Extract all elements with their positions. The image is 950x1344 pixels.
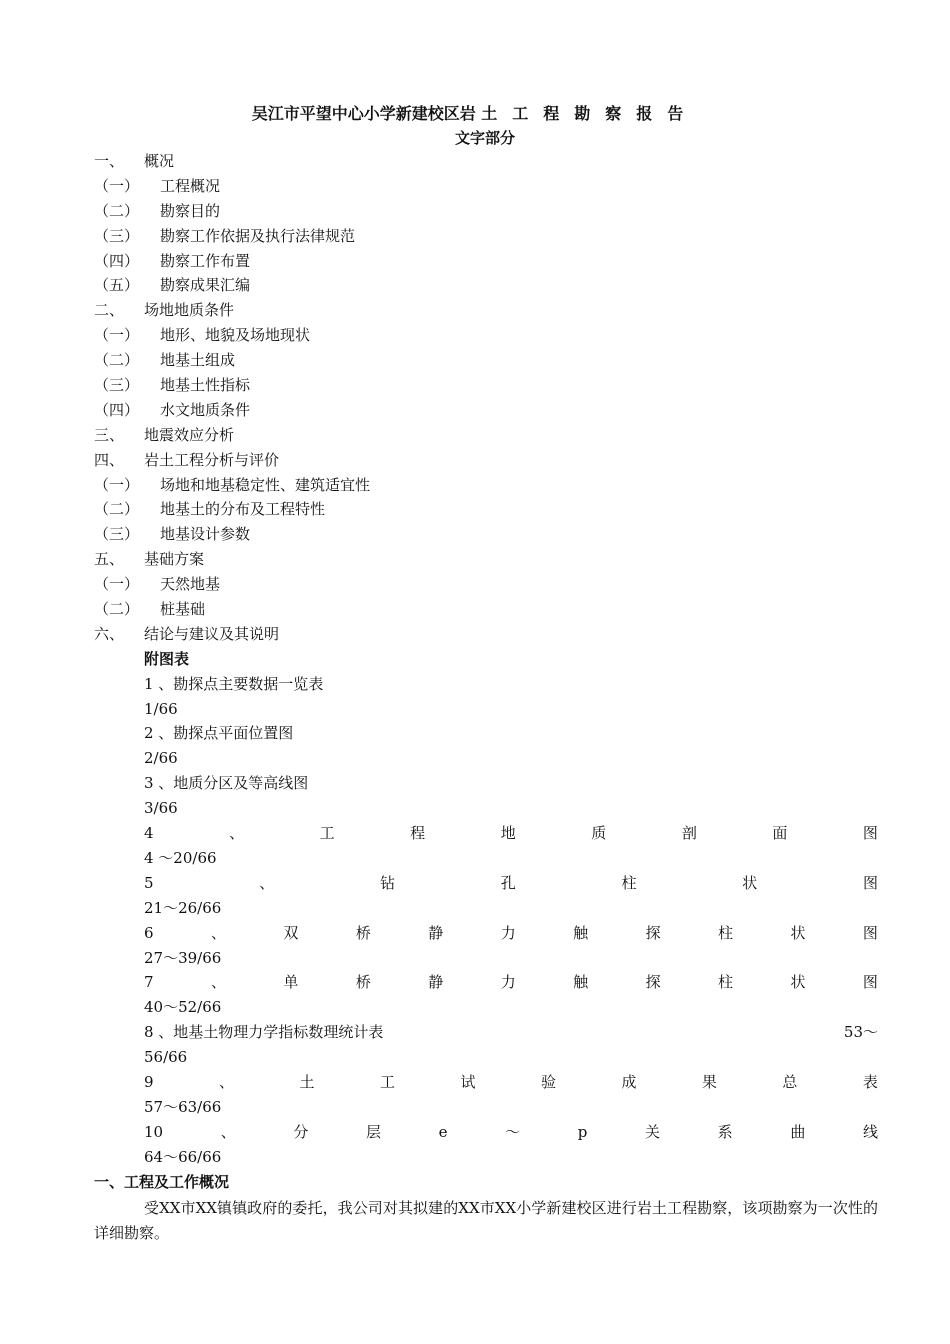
- justified-char: 9: [144, 1072, 154, 1091]
- toc-label: 地基土的分布及工程特性: [160, 500, 326, 519]
- appendix-item-label: [94, 871, 878, 896]
- toc-number: （二）: [94, 351, 140, 370]
- justified-char: 土: [299, 1072, 315, 1091]
- section-heading: 一、工程及工作概况: [94, 1172, 230, 1191]
- justified-char: 探: [645, 973, 661, 992]
- toc-item: [94, 448, 878, 473]
- appendix-heading: 附图表: [144, 649, 190, 668]
- toc-number: （一）: [94, 326, 140, 345]
- toc-item: [94, 273, 878, 298]
- justified-char: 静: [428, 973, 444, 992]
- justified-char: 图: [862, 923, 878, 942]
- toc-label: 勘察工作布置: [160, 251, 251, 270]
- justified-char: 、: [229, 824, 245, 843]
- justified-char: 10: [144, 1122, 164, 1141]
- toc-item: [94, 522, 878, 547]
- toc-label: 场地和地基稳定性、建筑适宜性: [160, 475, 371, 494]
- justified-char: 图: [862, 873, 878, 892]
- appendix-item-label: 1 、勘探点主要数据一览表: [144, 674, 324, 693]
- toc-label: 工程概况: [160, 176, 221, 195]
- toc-number: （一）: [94, 176, 140, 195]
- toc-label: 地基设计参数: [160, 525, 251, 544]
- toc-label: 岩土工程分析与评价: [144, 450, 280, 469]
- justified-char: 状: [790, 923, 806, 942]
- appendix-item-label: [94, 821, 878, 846]
- justified-char: 面: [772, 824, 788, 843]
- justified-char: 力: [500, 973, 516, 992]
- justified-char: 、: [259, 873, 275, 892]
- toc-label: 结论与建议及其说明: [144, 624, 280, 643]
- appendix-item-pages: 21～26/66: [144, 898, 222, 917]
- justified-char: 柱: [718, 973, 734, 992]
- toc-number: （三）: [94, 226, 140, 245]
- body-paragraph: 受XX市XX镇镇政府的委托，我公司对其拟建的XX市XX小学新建校区进行岩土工程勘察，该项勘察为一次性的详细勘察。: [94, 1199, 878, 1242]
- toc-label: 勘察工作依据及执行法律规范: [160, 226, 356, 245]
- justified-char: 触: [573, 973, 589, 992]
- toc-number: （五）: [94, 276, 140, 295]
- table-of-contents: [94, 149, 878, 1195]
- justified-char: 7: [144, 973, 154, 992]
- appendix-item-label: [94, 921, 878, 946]
- justified-char: 试: [460, 1072, 476, 1091]
- toc-item: [94, 249, 878, 274]
- appendix-item-label: [94, 970, 878, 995]
- appendix-item-pages: 2/66: [144, 749, 178, 768]
- toc-label: 地震效应分析: [144, 425, 235, 444]
- toc-number: （三）: [94, 525, 140, 544]
- justified-char: 图: [862, 973, 878, 992]
- justified-char: 力: [500, 923, 516, 942]
- toc-label: 地形、地貌及场地现状: [160, 326, 311, 345]
- appendix-item-pages: 57～63/66: [144, 1097, 222, 1116]
- toc-item: [94, 547, 878, 572]
- toc-number: 四、: [94, 450, 125, 469]
- toc-label: 勘察成果汇编: [160, 276, 251, 295]
- justified-char: 表: [862, 1072, 878, 1091]
- justified-char: 状: [790, 973, 806, 992]
- justified-char: 6: [144, 923, 154, 942]
- justified-char: 程: [410, 824, 426, 843]
- justified-char: 层: [366, 1122, 382, 1141]
- justified-char: 、: [219, 1072, 235, 1091]
- toc-label: 勘察目的: [160, 201, 221, 220]
- toc-item: [94, 622, 878, 647]
- justified-char: 线: [862, 1122, 878, 1141]
- justified-char: e: [438, 1122, 448, 1141]
- toc-label: 地基土性指标: [160, 376, 251, 395]
- justified-char: 果: [701, 1072, 717, 1091]
- justified-char: ～: [505, 1122, 521, 1141]
- justified-char: 曲: [790, 1122, 806, 1141]
- justified-char: 工: [319, 824, 335, 843]
- justified-char: 、: [210, 973, 226, 992]
- appendix-item-pages: 4 ～20/66: [144, 848, 217, 867]
- justified-char: 5: [144, 873, 154, 892]
- justified-char: 4: [144, 824, 154, 843]
- justified-char: 验: [540, 1072, 556, 1091]
- toc-item: [94, 199, 878, 224]
- toc-number: （二）: [94, 500, 140, 519]
- report-title-prefix: 吴江市平望中心小学新建校区岩: [251, 104, 476, 123]
- justified-char: 单: [283, 973, 299, 992]
- justified-char: 钻: [380, 873, 396, 892]
- appendix-item-label: [94, 1020, 878, 1045]
- toc-number: 二、: [94, 301, 125, 320]
- appendix-item-range-start: 53～: [843, 1023, 878, 1042]
- justified-char: 柱: [718, 923, 734, 942]
- appendix-item-label: [94, 1070, 878, 1095]
- appendix-item-label: 2 、勘探点平面位置图: [144, 724, 294, 743]
- toc-item: [94, 224, 878, 249]
- justified-char: 柱: [621, 873, 637, 892]
- toc-number: （四）: [94, 400, 140, 419]
- toc-item: [94, 149, 878, 174]
- appendix-item-pages: 40～52/66: [144, 998, 222, 1017]
- toc-number: （一）: [94, 575, 140, 594]
- toc-label: 地基土组成: [160, 351, 236, 370]
- justified-char: 分: [293, 1122, 309, 1141]
- appendix-item-pages: 27～39/66: [144, 948, 222, 967]
- justified-char: p: [577, 1122, 588, 1141]
- appendix-item-label: 3 、地质分区及等高线图: [144, 774, 309, 793]
- appendix-item-pages: 64～66/66: [144, 1147, 222, 1166]
- appendix-item-text: 8 、地基土物理力学指标数理统计表: [144, 1023, 384, 1042]
- toc-number: 三、: [94, 425, 125, 444]
- toc-label: 水文地质条件: [160, 400, 251, 419]
- toc-item: [94, 398, 878, 423]
- justified-char: 工: [379, 1072, 395, 1091]
- toc-item: [94, 597, 878, 622]
- justified-char: 孔: [500, 873, 516, 892]
- justified-char: 触: [573, 923, 589, 942]
- justified-char: 地: [500, 824, 516, 843]
- appendix-item-pages: 56/66: [144, 1048, 188, 1067]
- report-subtitle: 文字部分: [454, 129, 515, 147]
- toc-item: [94, 323, 878, 348]
- toc-number: 五、: [94, 550, 125, 569]
- toc-label: 桩基础: [160, 600, 206, 619]
- justified-char: 探: [645, 923, 661, 942]
- toc-label: 基础方案: [144, 550, 205, 569]
- toc-number: （三）: [94, 376, 140, 395]
- toc-item: [94, 473, 878, 498]
- report-title: [0, 101, 950, 124]
- toc-item: [94, 298, 878, 323]
- toc-label: 天然地基: [160, 575, 221, 594]
- justified-char: 桥: [355, 923, 371, 942]
- appendix-item-pages: 1/66: [144, 699, 178, 718]
- justified-char: 质: [591, 824, 607, 843]
- justified-char: 桥: [355, 973, 371, 992]
- toc-item: [94, 497, 878, 522]
- justified-char: 、: [220, 1122, 236, 1141]
- justified-char: 总: [782, 1072, 798, 1091]
- justified-char: 、: [210, 923, 226, 942]
- justified-char: 剖: [681, 824, 697, 843]
- toc-item: [94, 174, 878, 199]
- toc-number: （二）: [94, 201, 140, 220]
- justified-char: 静: [428, 923, 444, 942]
- toc-item: [94, 373, 878, 398]
- toc-number: （一）: [94, 475, 140, 494]
- appendix-item-pages: 3/66: [144, 799, 178, 818]
- toc-item: [94, 572, 878, 597]
- toc-number: 六、: [94, 624, 125, 643]
- justified-char: 系: [717, 1122, 733, 1141]
- toc-label: 场地地质条件: [144, 301, 235, 320]
- toc-label: 概况: [144, 152, 175, 170]
- appendix-item-label: [94, 1120, 878, 1145]
- toc-number: 一、: [94, 152, 125, 170]
- toc-number: （二）: [94, 600, 140, 619]
- report-title-spaced: 土工程勘察报告: [481, 104, 699, 123]
- justified-char: 状: [742, 873, 758, 892]
- justified-char: 图: [862, 824, 878, 843]
- toc-item: [94, 423, 878, 448]
- justified-char: 关: [645, 1122, 661, 1141]
- justified-char: 成: [621, 1072, 637, 1091]
- toc-item: [94, 348, 878, 373]
- justified-char: 双: [283, 923, 299, 942]
- toc-number: （四）: [94, 251, 140, 270]
